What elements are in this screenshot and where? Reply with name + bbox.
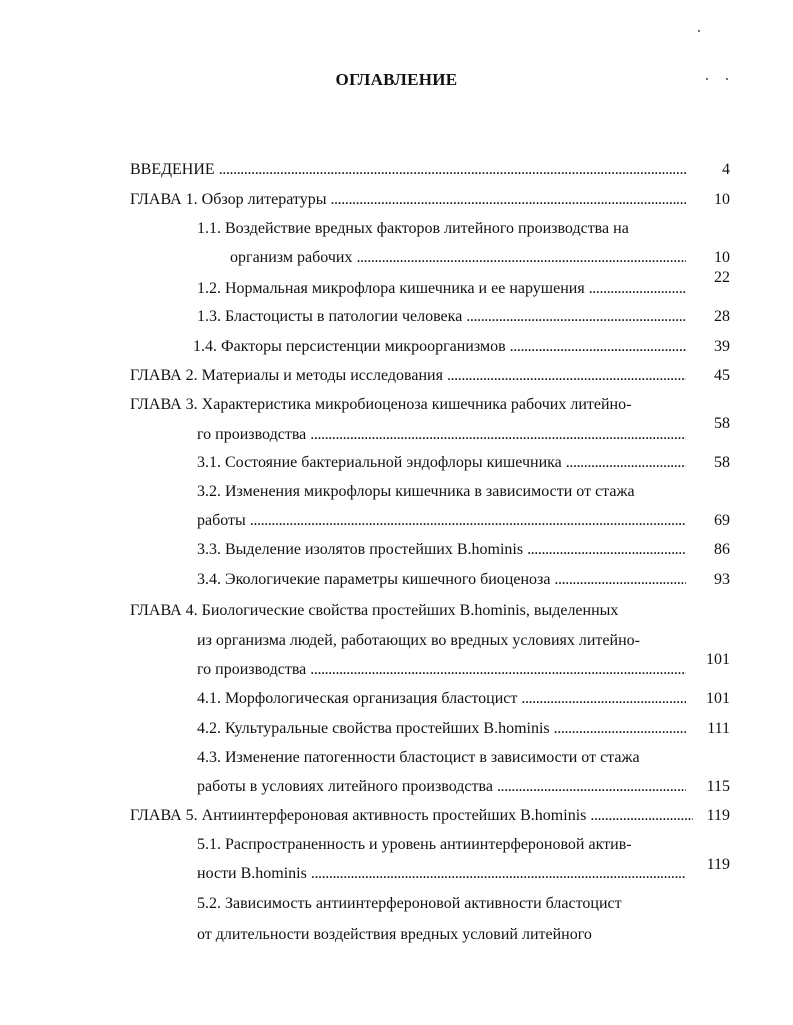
toc-page-number: 22: [714, 269, 730, 286]
page-title: ОГЛАВЛЕНИЕ: [335, 70, 458, 89]
toc-entry-3-2-line1[interactable]: 3.2. Изменения микрофлоры кишечника в зависимости от стажа: [197, 483, 635, 500]
toc-page-number: 10: [714, 191, 730, 208]
toc-entry-ch2[interactable]: [130, 366, 686, 386]
toc-entry-text: 3.3. Выделение изолятов простейших B.hominis: [197, 541, 524, 558]
leader-dots: [250, 511, 686, 531]
toc-entry-ch4-line3[interactable]: [197, 660, 686, 680]
toc-entry-1-1-line1[interactable]: 1.1. Воздействие вредных факторов литейного производства на: [197, 220, 629, 237]
toc-page-number: 69: [714, 512, 730, 529]
leader-dots: [497, 777, 686, 797]
toc-entry-1-2[interactable]: [197, 279, 686, 299]
toc-entry-ch1[interactable]: [130, 190, 686, 210]
toc-entry-3-1[interactable]: [197, 453, 686, 473]
toc-entry-text: го производства: [197, 426, 307, 443]
toc-entry-text: 4.1. Морфологическая организация бластоцист: [197, 690, 518, 707]
toc-entry-3-3[interactable]: [197, 540, 686, 560]
toc-entry-3-4[interactable]: [197, 570, 686, 590]
toc-entry-1-3[interactable]: [197, 307, 686, 327]
toc-entry-ch3-line2[interactable]: [197, 425, 686, 445]
toc-page-number: 101: [706, 690, 730, 707]
toc-page-number: 111: [707, 720, 730, 737]
toc-page-number: 58: [714, 454, 730, 471]
toc-entry-1-4[interactable]: [193, 337, 686, 357]
toc-entry-4-3-line1[interactable]: 4.3. Изменение патогенности бластоцист в зависимости от стажа: [197, 749, 640, 766]
leader-dots: [521, 689, 686, 709]
leader-dots: [589, 279, 686, 299]
toc-entry-text: 1.2. Нормальная микрофлора кишечника и ее нарушения: [197, 280, 585, 297]
toc-page-number: 39: [714, 338, 730, 355]
scan-speck: [698, 30, 700, 32]
toc-entry-text: 3.4. Экологичекие параметры кишечного биоценоза: [197, 571, 551, 588]
toc-entry-text: го производства: [197, 661, 307, 678]
toc-entry-text: ности B.hominis: [197, 865, 307, 882]
toc-entry-5-2-line1[interactable]: 5.2. Зависимость антиинтерфероновой активности бластоцист: [197, 895, 622, 912]
toc-entry-1-1-line2[interactable]: [230, 248, 686, 268]
leader-dots: [466, 307, 686, 327]
toc-entry-text: ГЛАВА 2. Материалы и методы исследования: [130, 367, 443, 384]
toc-entry-4-1[interactable]: [197, 689, 686, 709]
toc-page-number: 58: [714, 415, 730, 432]
toc-entry-5-1-line1[interactable]: 5.1. Распространенность и уровень антиинтерфероновой актив-: [197, 836, 632, 853]
toc-entry-text: организм рабочих: [230, 249, 353, 266]
toc-entry-text: работы: [197, 512, 246, 529]
toc-entry-ch4-line1[interactable]: ГЛАВА 4. Биологические свойства простейших B.hominis, выделенных: [130, 602, 619, 619]
toc-entry-4-3-line2[interactable]: [197, 777, 686, 797]
toc-page-number: 86: [714, 541, 730, 558]
toc-entry-ch4-line2[interactable]: из организма людей, работающих во вредных условиях литейно-: [197, 632, 640, 649]
leader-dots: [527, 540, 686, 560]
toc-entry-text: ГЛАВА 5. Антиинтерфероновая активность простейших B.hominis: [130, 807, 587, 824]
toc-entry-ch3-line1[interactable]: ГЛАВА 3. Характеристика микробиоценоза кишечника рабочих литейно-: [130, 396, 632, 413]
toc-entry-text: работы в условиях литейного производства: [197, 778, 493, 795]
toc-page-number: 4: [722, 161, 730, 178]
toc-entry-3-2-line2[interactable]: [197, 511, 686, 531]
leader-dots: [219, 160, 686, 180]
toc-page-number: 119: [706, 807, 730, 824]
leader-dots: [330, 190, 686, 210]
leader-dots: [447, 366, 686, 386]
toc-page-number: 28: [714, 308, 730, 325]
leader-dots: [310, 425, 686, 445]
toc-page-number: 93: [714, 571, 730, 588]
toc-page-number: 115: [706, 778, 730, 795]
leader-dots: [310, 660, 686, 680]
toc-page-number: 45: [714, 367, 730, 384]
toc-entry-ch5[interactable]: [130, 806, 693, 826]
toc-entry-text: 1.3. Бластоцисты в патологии человека: [197, 308, 463, 325]
toc-entry-text: ГЛАВА 1. Обзор литературы: [130, 191, 327, 208]
toc-entry-intro[interactable]: [130, 160, 686, 180]
leader-dots: [554, 719, 686, 739]
leader-dots: [311, 864, 686, 884]
leader-dots: [566, 453, 686, 473]
leader-dots: [590, 806, 693, 826]
toc-page-number: 10: [714, 249, 730, 266]
toc-entry-text: 1.4. Факторы персистенции микроорганизмов: [193, 338, 506, 355]
toc-entry-4-2[interactable]: [197, 719, 686, 739]
toc-entry-text: 4.2. Культуральные свойства простейших B.hominis: [197, 720, 550, 737]
leader-dots: [510, 337, 686, 357]
toc-page-number: 101: [706, 651, 730, 668]
toc-page-number: 119: [706, 856, 730, 873]
leader-dots: [554, 570, 686, 590]
toc-entry-text: ВВЕДЕНИЕ: [130, 161, 215, 178]
toc-entry-5-1-line2[interactable]: [197, 864, 686, 884]
toc-entry-text: 3.1. Состояние бактериальной эндофлоры кишечника: [197, 454, 562, 471]
leader-dots: [356, 248, 686, 268]
toc-entry-5-2-line2[interactable]: от длительности воздействия вредных условий литейного: [197, 926, 592, 943]
